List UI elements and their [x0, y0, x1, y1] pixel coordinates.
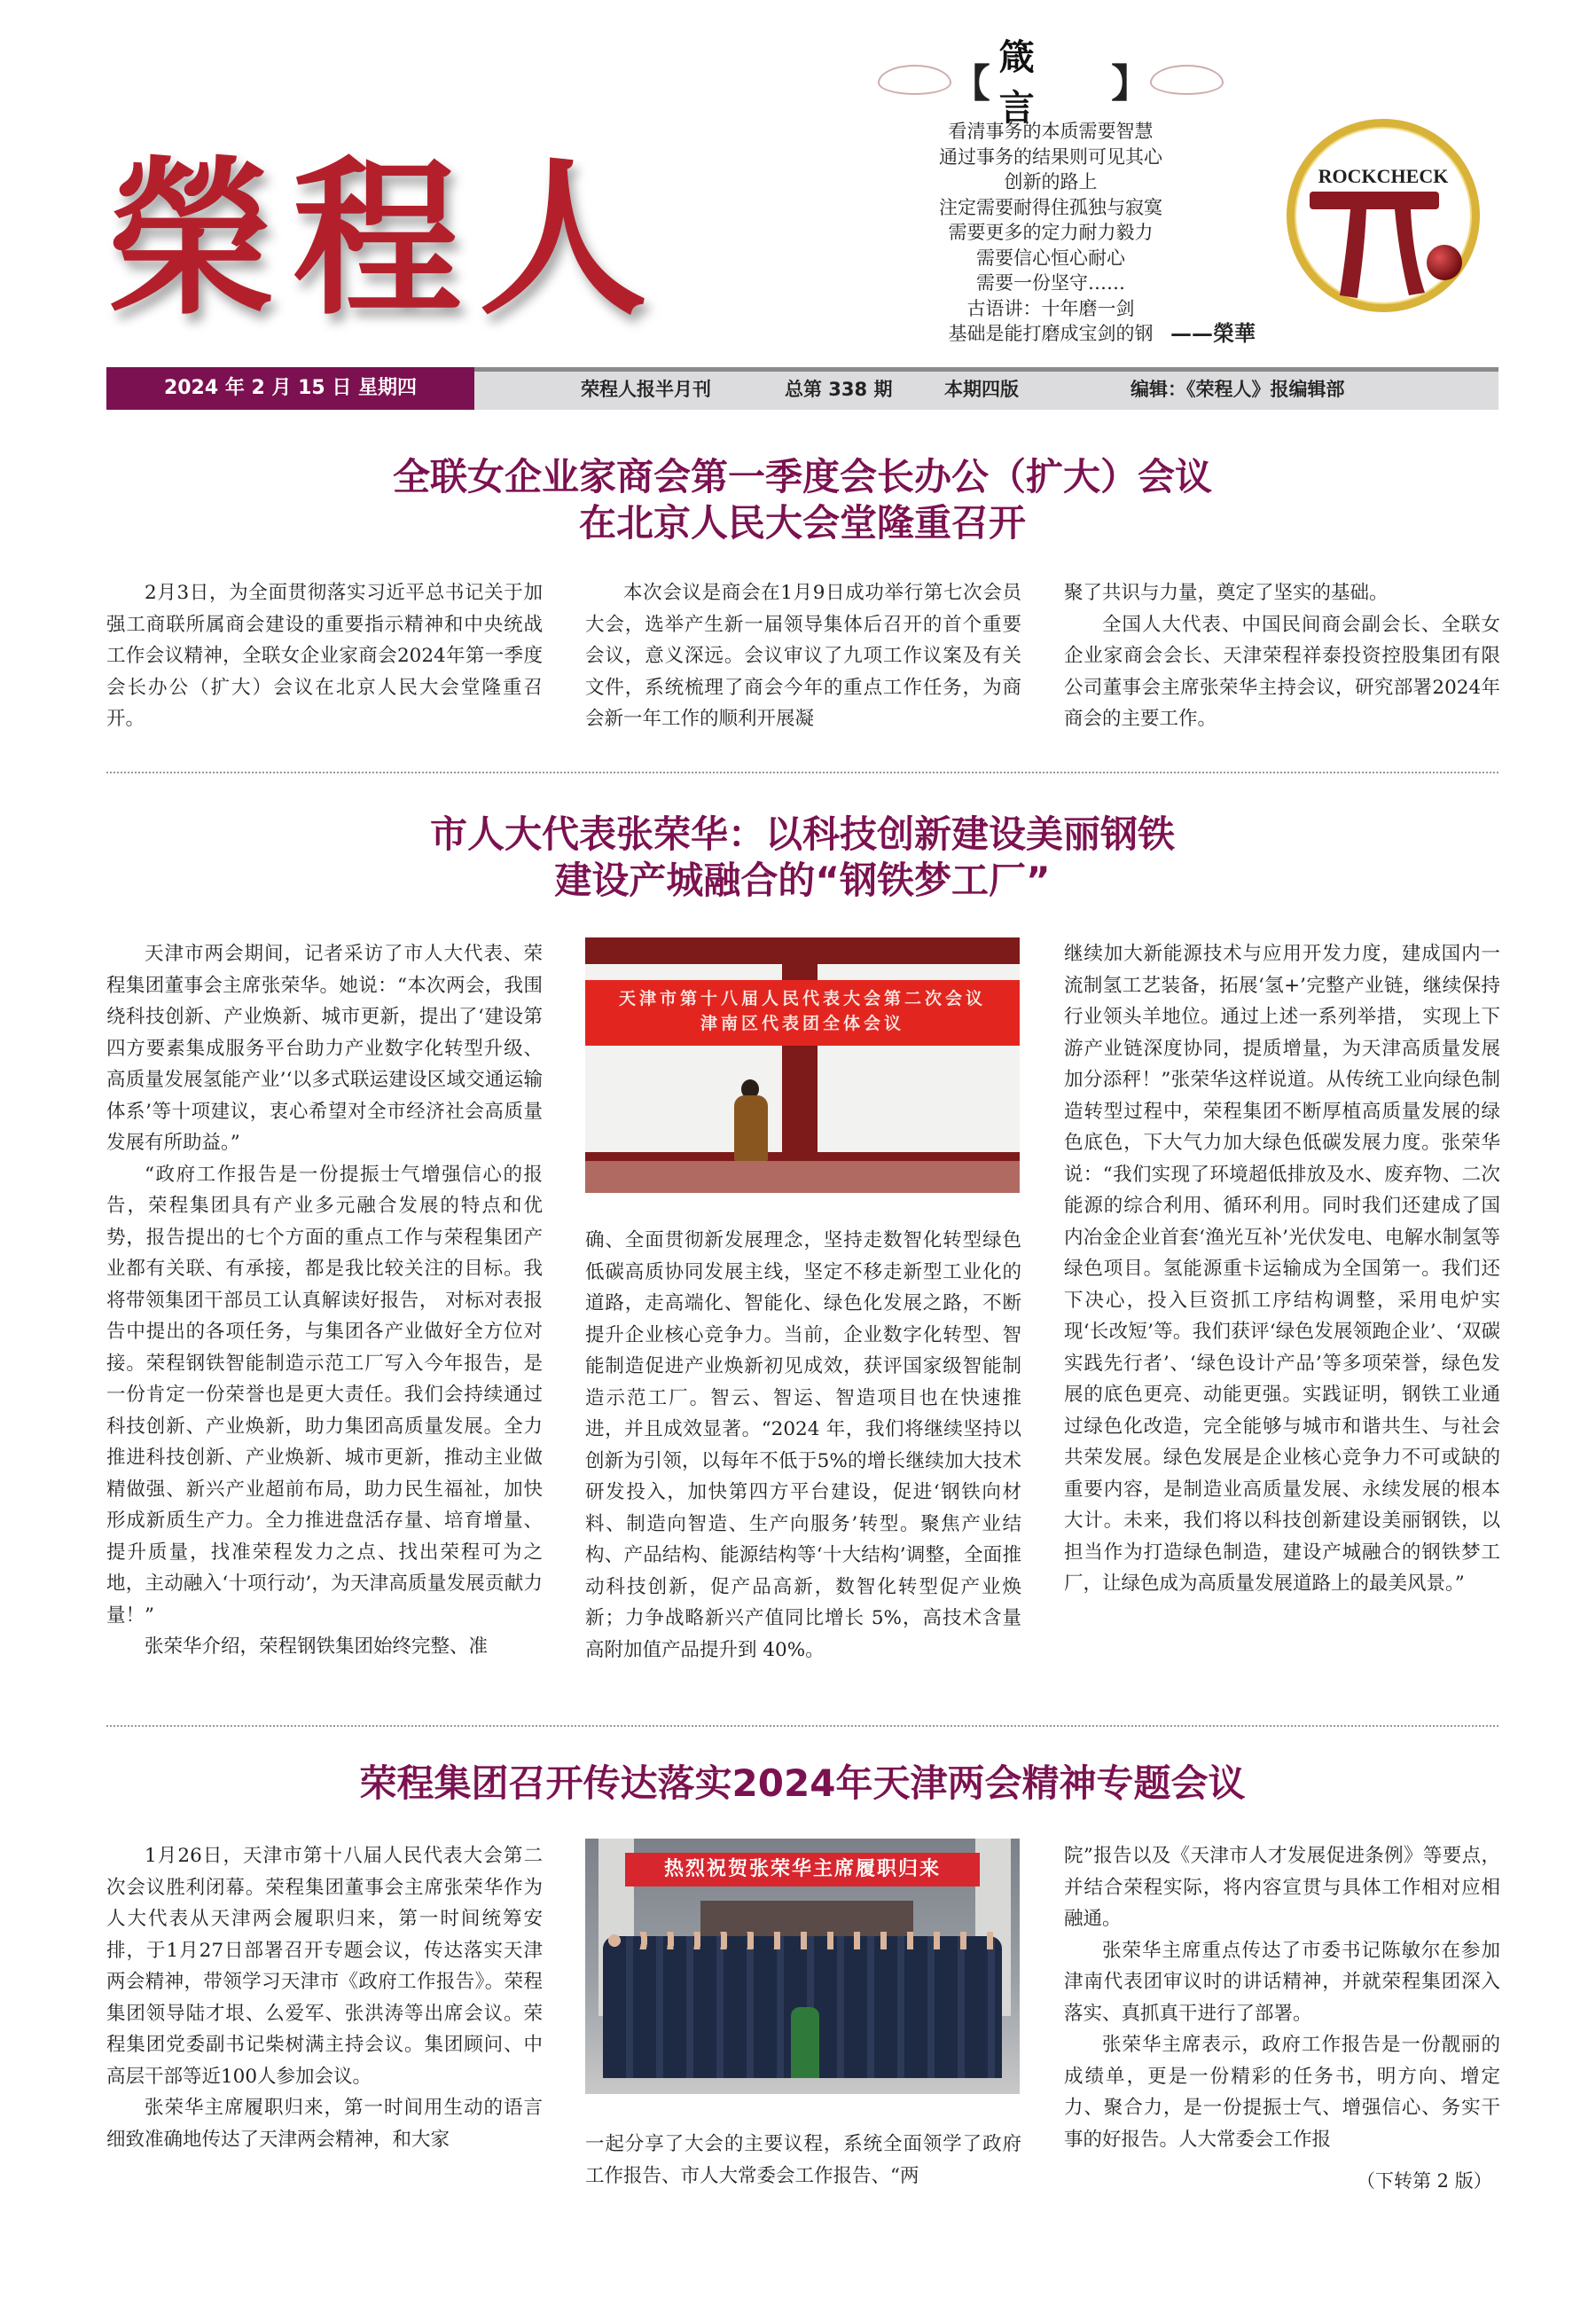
paragraph: 院”报告以及《天津市人才发展促进条例》等要点，并结合荣程实际，将内容宣贯与具体工作相对应相融通。 — [1064, 1845, 1500, 1930]
article-3-column-2 — [585, 2129, 1021, 2192]
paragraph: 张荣华主席重点传达了市委书记陈敏尔在参加津南代表团审议时的讲话精神，并就荣程集团深入落实、真抓真干进行了部署。 — [1064, 1939, 1500, 2025]
section-divider — [106, 772, 1498, 773]
paragraph: 2月3日，为全面贯彻落实习近平总书记关于加强工商联所属商会建设的重要指示精神和中央统战工作会议精神，全联女企业家商会2024年第一季度会长办公（扩大）会议在北京人民大会堂隆重召开。 — [106, 582, 543, 730]
issue-number: 总第 338 期 — [785, 379, 893, 400]
motto-line: 基础是能打磨成宝剑的钢 — [948, 323, 1154, 344]
photo-banner — [585, 980, 1020, 1046]
paragraph: 张荣华主席履职归来，第一时间用生动的语言细致准确地传达了天津两会精神，和大家 — [106, 2097, 543, 2151]
article-2-column-1 — [106, 938, 543, 1663]
flourish-left-icon — [878, 65, 951, 95]
motto-line: 古语讲：十年磨一剑 — [966, 297, 1135, 319]
photo-banner-line: 天津市第十八届人民代表大会第二次会议 — [618, 989, 986, 1008]
headline-line: 在北京人民大会堂隆重召开 — [578, 501, 1026, 545]
paragraph: 确、全面贯彻新发展理念，坚持走数智化转型绿色低碳高质协同发展主线，坚定不移走新型工业化的道路，走高端化、智能化、绿色化发展之路，不断提升企业核心竞争力。当前，企业数字化转型、智能制造促进产业焕新初见成效，获评国家级智能制造示范工厂。智云、智运、智造项目也在快速推进，并且成效显著。“2024 年，我们将继续坚持以创新为引领，以每年不低于5%的增长继续加大技术研发投入，加快第四方平台建设，促进‘钢铁向材料、制造向智造、生产向服务’转型。聚焦产业结构、产品结构、能源结构等‘十大结构’调整，全面推动科技创新，促产品高新，数智化转型促产业焕新；力争战略新兴产值同比增长 5%，高技术含量高附加值产品提升到 40%。 — [585, 1229, 1021, 1661]
article-1-headline — [106, 454, 1498, 546]
article-2-photo — [585, 937, 1020, 1193]
newspaper-logo: 榮程人 — [106, 140, 666, 338]
rockcheck-logo-text: ROCKCHECK — [1318, 165, 1449, 187]
paragraph: 本次会议是商会在1月9日成功举行第七次会员大会，选举产生新一届领导集体后召开的首个重要会议，意义深远。会议审议了九项工作议案及有关文件，系统梳理了商会今年的重点工作任务，为商会新一年工作的顺利开展凝 — [585, 582, 1021, 730]
person-body — [734, 1095, 768, 1161]
flourish-right-icon — [1150, 65, 1224, 95]
article-3-column-1 — [106, 1840, 543, 2155]
paragraph: 全国人大代表、中国民间商会副会长、全联女企业家商会会长、天津荣程祥泰投资控股集团有限公司董事会主席张荣华主持会议，研究部署2024年商会的主要工作。 — [1064, 613, 1500, 730]
motto-line: 需要更多的定力耐力毅力 — [948, 222, 1154, 243]
motto-line: 需要信心恒心耐心 — [976, 247, 1125, 269]
motto-text — [887, 119, 1215, 347]
motto-line: 需要一份坚守…… — [976, 272, 1125, 294]
motto-line: 注定需要耐得住孤独与寂寞 — [939, 196, 1162, 218]
bracket-right: 】 — [1111, 61, 1151, 106]
publication-name: 荣程人报半月刊 — [581, 379, 711, 400]
article-1-column-1 — [106, 577, 543, 735]
bracket-left: 【 — [951, 61, 990, 106]
issue-date: 2024 年 2 月 15 日 星期四 — [106, 367, 474, 410]
paragraph: 1月26日，天津市第十八届人民代表大会第二次会议胜利闭幕。荣程集团董事会主席张荣华作为人大代表从天津两会履职归来，第一时间统筹安排，于1月27日部署召开专题会议，传达落实天津两会精神，带领学习天津市《政府工作报告》。荣程集团领导陆才垠、么爱军、张洪涛等出席会议。荣程集团党委副书记柴树满主持会议。集团顾问、中高层干部等近100人参加会议。 — [106, 1845, 543, 2088]
article-3-column-3 — [1064, 1840, 1500, 2155]
rockcheck-logo-icon — [1281, 114, 1485, 318]
paragraph: 聚了共识与力量，奠定了坚实的基础。 — [1064, 582, 1389, 604]
headline-line: 市人大代表张荣华：以科技创新建设美丽钢铁 — [429, 812, 1175, 856]
editor-credit: 编辑：《荣程人》报编辑部 — [1130, 379, 1345, 400]
paragraph: 一起分享了大会的主要议程，系统全面领学了政府工作报告、市人大常委会工作报告、“两 — [585, 2133, 1021, 2187]
motto-signature: ——榮華 — [1170, 320, 1256, 346]
photo-banner-line: 津南区代表团全体会议 — [700, 1014, 904, 1033]
paragraph: 张荣华主席表示，政府工作报告是一份靓丽的成绩单，更是一份精彩的任务书，明方向、增定力、聚合力，是一份提振士气、增强信心、务实干事的好报告。人大常委会工作报 — [1064, 2034, 1500, 2151]
article-1-column-2 — [585, 577, 1021, 735]
photo-banner: 热烈祝贺张荣华主席履职归来 — [625, 1853, 980, 1886]
headline-line: 荣程集团召开传达落实2024年天津两会精神专题会议 — [359, 1761, 1246, 1805]
paragraph: 张荣华介绍，荣程钢铁集团始终完整、准 — [145, 1635, 489, 1658]
motto-line: 创新的路上 — [1004, 171, 1098, 192]
motto-line: 通过事务的结果则可见其心 — [939, 145, 1162, 168]
issue-info-bar — [106, 367, 1498, 410]
article-2-column-2 — [585, 1225, 1021, 1666]
article-2-headline — [106, 812, 1498, 904]
motto-title: 箴 言 — [998, 36, 1051, 129]
paragraph: “政府工作报告是一份提振士气增强信心的报告，荣程集团具有产业多元融合发展的特点和优势，报告提出的七个方面的重点工作与荣程集团产业都有关联、有承接，都是我比较关注的目标。我将带领集团干部员工认真解读好报告， 对标对表报告中提出的各项任务，与集团各产业做好全方位对接。荣程钢铁智能制造示范工厂写入今年报告，是一份肯定一份荣誉也是更大责任。我们会持续通过科技创新、产业焕新，助力集团高质量发展。全力推进科技创新、产业焕新、城市更新，推动主业做精做强、新兴产业超前布局，助力民生福祉，加快形成新质生产力。全力推进盘活存量、培育增量、提升质量，找准荣程发力之点、找出荣程可为之地，主动融入‘十项行动’，为天津高质量发展贡献力量！” — [106, 1163, 543, 1627]
paragraph: 继续加大新能源技术与应用开发力度，建成国内一流制氢工艺装备，拓展‘氢+’完整产业链，继续保持行业领头羊地位。通过上述一系列举措， 实现上下游产业链深度协同，提质增量，为天津高质量发展加分添秤！”张荣华这样说道。从传统工业向绿色制造转型过程中，荣程集团不断厚植高质量发展的绿色底色，下大气力加大绿色低碳发展力度。张荣华说：“我们实现了环境超低排放及水、废弃物、二次能源的综合利用、循环利用。同时我们还建成了国内冶金企业首套‘渔光互补’光伏发电、电解水制氢等绿色项目。氢能源重卡运输成为全国第一。我们还下决心，投入巨资抓工序结构调整，采用电炉实现‘长改短’等。我们获评‘绿色发展领跑企业’、‘双碳实践先行者’、‘绿色设计产品’等多项荣誉，绿色发展的底色更亮、动能更强。实践证明，钢铁工业通过绿色化改造，完全能够与城市和谐共生、与社会共荣发展。绿色发展是企业核心竞争力不可或缺的重要内容，是制造业高质量发展、永续发展的根本大计。未来，我们将以科技创新建设美丽钢铁，以担当作为打造绿色制造，建设产城融合的钢铁梦工厂，让绿色成为高质量发展道路上的最美风景。” — [1064, 943, 1500, 1595]
article-3-group-photo — [585, 1839, 1020, 2094]
motto-header — [878, 36, 1224, 129]
continued-on-page-2: （下转第 2 版） — [1357, 2170, 1492, 2192]
paragraph: 天津市两会期间，记者采访了市人大代表、荣程集团董事会主席张荣华。她说：“本次两会，我围绕科技创新、产业焕新、城市更新，提出了‘建设第四方要素集成服务平台助力产业数字化转型升级、高质量发展氢能产业’‘以多式联运建设区域交通运输体系’等十项建议，衷心希望对全市经济社会高质量发展有所助益。” — [106, 943, 543, 1154]
article-3-headline — [106, 1761, 1498, 1807]
section-divider — [106, 1725, 1498, 1727]
article-1-column-3 — [1064, 577, 1500, 735]
article-2-column-3 — [1064, 938, 1500, 1600]
headline-line: 建设产城融合的“钢铁梦工厂” — [554, 859, 1051, 902]
headline-line: 全联女企业家商会第一季度会长办公（扩大）会议 — [392, 455, 1212, 498]
motto-line: 看清事务的本质需要智慧 — [948, 121, 1154, 142]
page-count: 本期四版 — [944, 379, 1019, 400]
